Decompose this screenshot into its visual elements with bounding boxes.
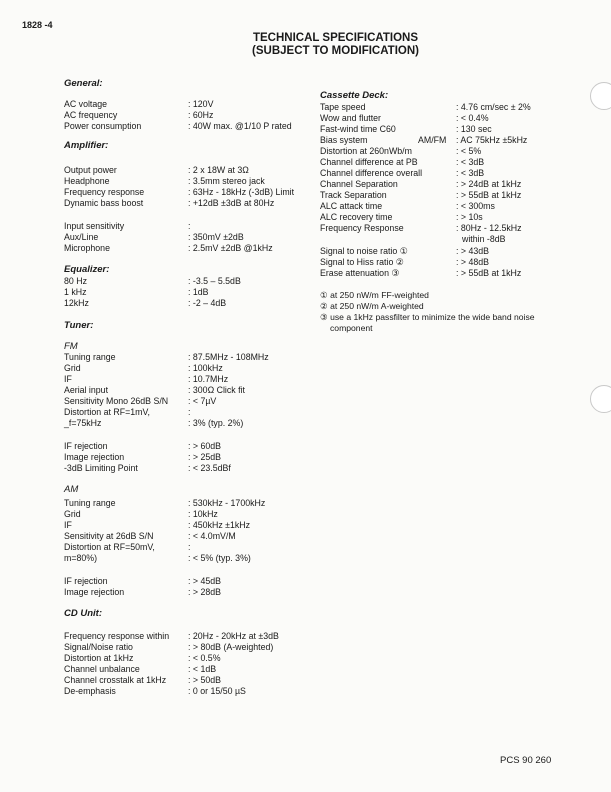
left-spec-label: AC voltage [64, 99, 108, 109]
left-section-heading: Amplifier: [64, 140, 109, 151]
left-spec-label: 1 kHz [64, 287, 87, 297]
left-spec-label: IF [64, 374, 72, 384]
left-spec-label: Distortion at RF=1mV, [64, 407, 150, 417]
left-section-heading: Tuner: [64, 320, 94, 331]
left-spec-value: : < 23.5dBf [188, 463, 231, 474]
left-spec-label: Grid [64, 509, 81, 519]
left-spec-label: Sensitivity Mono 26dB S/N [64, 396, 169, 406]
left-spec-value: : 60Hz [188, 110, 213, 121]
left-spec-value: : 63Hz - 18kHz (-3dB) Limit [188, 187, 294, 198]
left-spec-value: : 1dB [188, 287, 209, 298]
binder-hole-top [590, 82, 611, 110]
left-spec-label: De-emphasis [64, 686, 116, 696]
cassette-spec-label: Tape speed [320, 102, 366, 112]
left-spec-label: Distortion at RF=50mV, [64, 542, 155, 552]
cassette-spec-label: Wow and flutter [320, 113, 381, 123]
left-spec-value: : > 50dB [188, 675, 221, 686]
cassette-spec-value: : < 3dB [456, 157, 484, 168]
cassette-spec-label: Track Separation [320, 190, 387, 200]
cassette-spec-value: : AC 75kHz ±5kHz [456, 135, 527, 146]
left-spec-value: : 2.5mV ±2dB @1kHz [188, 243, 273, 254]
left-spec-value [188, 407, 190, 418]
cassette-spec-label: Channel difference overall [320, 168, 423, 178]
cassette-spec-label: ALC recovery time [320, 212, 393, 222]
cassette-spec-value: : 80Hz - 12.5kHz [456, 223, 522, 234]
left-spec-value: : 3.5mm stereo jack [188, 176, 265, 187]
page-title: TECHNICAL SPECIFICATIONS (SUBJECT TO MODIFICATION) [252, 32, 419, 57]
left-spec-value: : > 45dB [188, 576, 221, 587]
footnote: component [330, 323, 373, 333]
left-spec-value: : 40W max. @1/10 P rated [188, 121, 292, 132]
left-spec-value [188, 221, 190, 232]
footnote: ① at 250 nW/m FF-weighted [320, 290, 429, 300]
left-spec-label: Frequency response within [64, 631, 170, 641]
left-subsection-heading: AM [64, 484, 79, 495]
left-spec-value: : < 5% (typ. 3%) [188, 553, 251, 564]
left-spec-label: AC frequency [64, 110, 118, 120]
left-spec-label: m=80%) [64, 553, 98, 563]
cassette-spec-mode: AM/FM [418, 135, 447, 145]
left-spec-label: Image rejection [64, 452, 125, 462]
cassette-spec-label: Channel Separation [320, 179, 398, 189]
left-spec-label: Channel crosstalk at 1kHz [64, 675, 167, 685]
cassette-spec-label: Signal to noise ratio ① [320, 246, 408, 256]
cassette-spec-label: Channel difference at PB [320, 157, 418, 167]
cassette-spec-label: Distortion at 260nWb/m [320, 146, 412, 156]
left-spec-label: Headphone [64, 176, 110, 186]
left-spec-value: : 530kHz - 1700kHz [188, 498, 265, 509]
cassette-spec-value: : > 48dB [456, 257, 489, 268]
left-spec-value: : > 25dB [188, 452, 221, 463]
left-spec-label: Distortion at 1kHz [64, 653, 134, 663]
left-subsection-heading: FM [64, 341, 78, 352]
left-spec-label: Grid [64, 363, 81, 373]
cassette-spec-value: : > 10s [456, 212, 483, 223]
footnote: ③ use a 1kHz passfilter to minimize the wide band noise [320, 312, 535, 322]
left-section-heading: Equalizer: [64, 264, 110, 275]
left-spec-value: : 3% (typ. 2%) [188, 418, 243, 429]
left-spec-label: -3dB Limiting Point [64, 463, 138, 473]
left-spec-label: Output power [64, 165, 117, 175]
left-spec-label: IF [64, 520, 72, 530]
cassette-spec-value: : < 5% [456, 146, 481, 157]
left-spec-label: Signal/Noise ratio [64, 642, 133, 652]
cassette-spec-value: : < 300ms [456, 201, 495, 212]
left-spec-value: : 120V [188, 99, 213, 110]
left-spec-label: Sensitivity at 26dB S/N [64, 531, 154, 541]
left-spec-value: : 100kHz [188, 363, 223, 374]
cassette-spec-label: Bias system [320, 135, 368, 145]
left-spec-label: 12kHz [64, 298, 89, 308]
left-spec-label: 80 Hz [64, 276, 87, 286]
left-spec-value: : -2 – 4dB [188, 298, 226, 309]
left-spec-label: Dynamic bass boost [64, 198, 144, 208]
cassette-spec-value: : > 24dB at 1kHz [456, 179, 521, 190]
left-section-heading: General: [64, 78, 103, 89]
left-spec-label: Input sensitivity [64, 221, 125, 231]
left-spec-label: Tuning range [64, 498, 116, 508]
document-number: 1828 -4 [22, 20, 53, 30]
left-spec-value: : 2 x 18W at 3Ω [188, 165, 249, 176]
left-spec-value: : 300Ω Click fit [188, 385, 245, 396]
left-spec-label: IF rejection [64, 576, 108, 586]
cassette-spec-label: Erase attenuation ③ [320, 268, 400, 278]
cassette-spec-value: : 4.76 cm/sec ± 2% [456, 102, 531, 113]
left-spec-value: : 10.7MHz [188, 374, 228, 385]
left-spec-label: IF rejection [64, 441, 108, 451]
left-spec-value: : < 0.5% [188, 653, 221, 664]
left-spec-value: : > 60dB [188, 441, 221, 452]
left-spec-label: Frequency response [64, 187, 145, 197]
left-spec-value: : 20Hz - 20kHz at ±3dB [188, 631, 279, 642]
left-spec-label: Tuning range [64, 352, 116, 362]
page-footer: PCS 90 260 [500, 755, 552, 766]
cassette-spec-value: : > 43dB [456, 246, 489, 257]
left-section-heading: CD Unit: [64, 608, 102, 619]
left-spec-label: Aerial input [64, 385, 109, 395]
left-spec-value: : -3.5 – 5.5dB [188, 276, 241, 287]
cassette-spec-label: ALC attack time [320, 201, 383, 211]
left-spec-value: : > 28dB [188, 587, 221, 598]
left-spec-value: : 10kHz [188, 509, 218, 520]
left-spec-label: Power consumption [64, 121, 142, 131]
cassette-section-heading: Cassette Deck: [320, 90, 389, 101]
left-spec-label: Microphone [64, 243, 110, 253]
left-spec-value: : < 4.0mV/M [188, 531, 236, 542]
cassette-spec-value: : < 0.4% [456, 113, 489, 124]
cassette-spec-value: : > 55dB at 1kHz [456, 268, 521, 279]
left-spec-value: : > 80dB (A-weighted) [188, 642, 273, 653]
cassette-spec-value: within -8dB [462, 234, 506, 244]
cassette-spec-value: : 130 sec [456, 124, 492, 135]
left-spec-value: : 0 or 15/50 µS [188, 686, 246, 697]
left-spec-value: : 450kHz ±1kHz [188, 520, 250, 531]
left-spec-label: Aux/Line [64, 232, 99, 242]
cassette-spec-value: : < 3dB [456, 168, 484, 179]
cassette-spec-label: Signal to Hiss ratio ② [320, 257, 404, 267]
binder-hole-bottom [590, 385, 611, 413]
left-spec-value [188, 542, 190, 553]
left-spec-label: Image rejection [64, 587, 125, 597]
cassette-spec-value: : > 55dB at 1kHz [456, 190, 521, 201]
left-spec-value: : < 1dB [188, 664, 216, 675]
left-spec-value: : 87.5MHz - 108MHz [188, 352, 269, 363]
left-spec-value: : < 7µV [188, 396, 216, 407]
cassette-spec-label: Frequency Response [320, 223, 404, 233]
left-spec-value: : +12dB ±3dB at 80Hz [188, 198, 274, 209]
footnote: ② at 250 nW/m A-weighted [320, 301, 424, 311]
left-spec-label: Channel unbalance [64, 664, 140, 674]
left-spec-value: : 350mV ±2dB [188, 232, 244, 243]
left-spec-label: _f=75kHz [64, 418, 102, 428]
cassette-spec-label: Fast-wind time C60 [320, 124, 396, 134]
